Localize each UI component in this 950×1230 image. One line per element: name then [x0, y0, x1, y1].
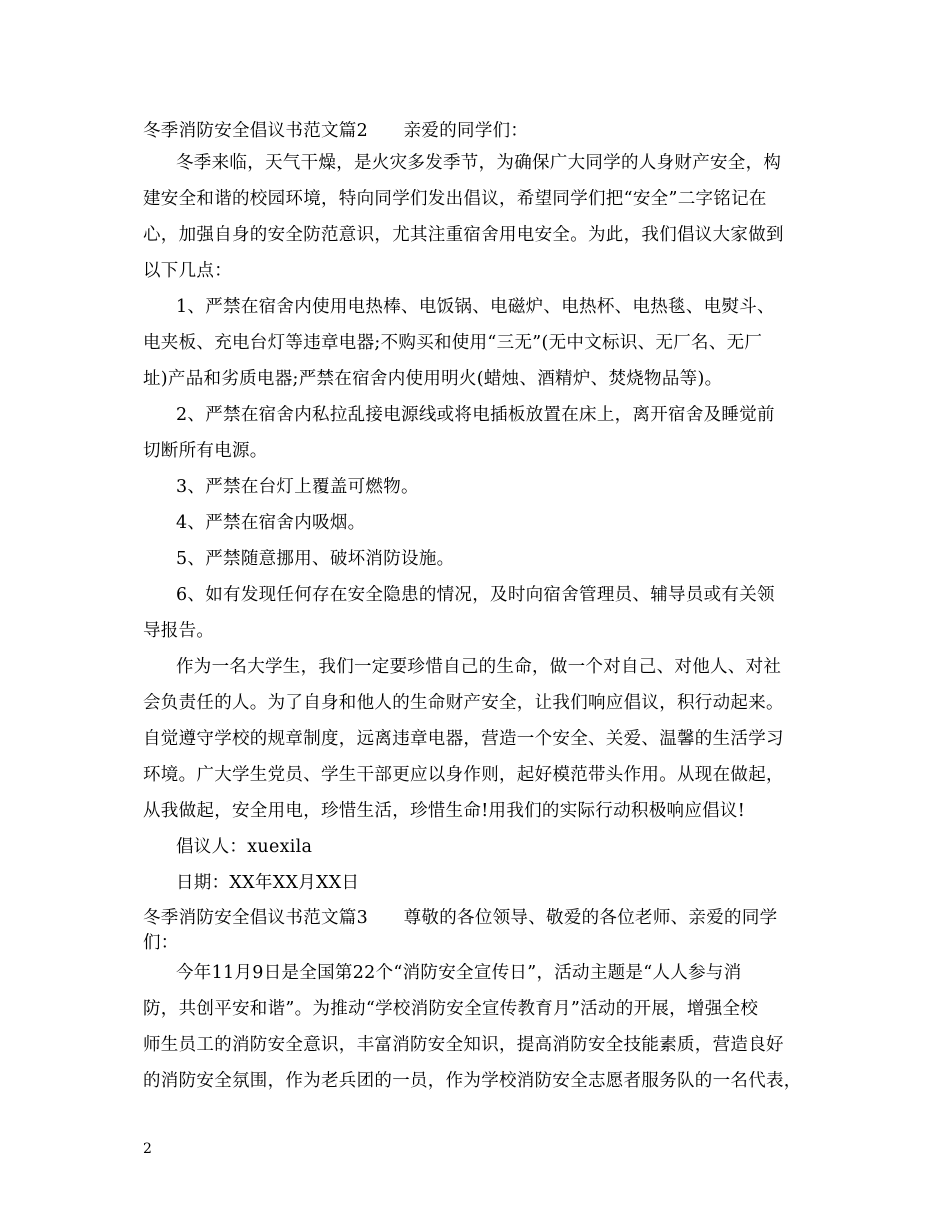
paragraph-line: 作为一名大学生，我们一定要珍惜自己的生命，做一个对自己、对他人、对社	[176, 657, 782, 677]
list-item-5: 5、严禁随意挪用、破坏消防设施。	[176, 549, 455, 569]
list-item-2: 2、严禁在宿舍内私拉乱接电源线或将电插板放置在床上，离开宿舍及睡觉前	[176, 405, 775, 425]
section-heading-3: 冬季消防安全倡议书范文篇3 尊敬的各位领导、敬爱的各位老师、亲爱的同学	[143, 908, 778, 928]
paragraph-line: 师生员工的消防安全意识，丰富消防安全知识，提高消防安全技能素质，营造良好	[143, 1035, 784, 1055]
paragraph-line: 心，加强自身的安全防范意识，尤其注重宿舍用电安全。为此，我们倡议大家做到	[143, 225, 784, 245]
list-item-3: 3、严禁在台灯上覆盖可燃物。	[176, 477, 419, 497]
list-item-4: 4、严禁在宿舍内吸烟。	[176, 513, 366, 533]
section-heading-2: 冬季消防安全倡议书范文篇2 亲爱的同学们：	[143, 121, 529, 141]
paragraph-line: 从我做起，安全用电，珍惜生活，珍惜生命!用我们的实际行动积极响应倡议!	[143, 801, 746, 821]
list-item-2-cont: 切断所有电源。	[143, 441, 268, 461]
list-item-1-cont: 电夹板、充电台灯等违章电器;不购买和使用“三无”(无中文标识、无厂名、无厂	[143, 333, 763, 353]
list-item-6: 6、如有发现任何存在安全隐患的情况，及时向宿舍管理员、辅导员或有关领	[176, 585, 775, 605]
paragraph-line: 环境。广大学生党员、学生干部更应以身作则，起好模范带头作用。从现在做起，	[143, 765, 784, 785]
signature-initiator: 倡议人：xuexila	[176, 837, 313, 857]
page-number: 2	[143, 1141, 152, 1157]
paragraph-line: 防，共创平安和谐”。为推动“学校消防安全宣传教育月”活动的开展，增强全校	[143, 999, 759, 1019]
section-heading-3-cont: 们：	[143, 933, 179, 953]
paragraph-line: 建安全和谐的校园环境，特向同学们发出倡议，希望同学们把“安全”二字铭记在	[143, 189, 767, 209]
list-item-6-cont: 导报告。	[143, 621, 215, 641]
paragraph-line: 以下几点：	[143, 261, 232, 281]
list-item-1-cont: 址)产品和劣质电器;严禁在宿舍内使用明火(蜡烛、酒精炉、焚烧物品等)。	[143, 369, 723, 389]
list-item-1: 1、严禁在宿舍内使用电热棒、电饭锅、电磁炉、电热杯、电热毯、电熨斗、	[176, 297, 775, 317]
paragraph-line: 今年11月9日是全国第22个“消防安全宣传日”，活动主题是“人人参与消	[176, 963, 742, 983]
signature-date: 日期：XX年XX月XX日	[176, 873, 360, 893]
paragraph-line: 冬季来临，天气干燥，是火灾多发季节，为确保广大同学的人身财产安全，构	[176, 153, 782, 173]
paragraph-line: 会负责任的人。为了自身和他人的生命财产安全，让我们响应倡议，积行动起来。	[143, 693, 784, 713]
paragraph-line: 自觉遵守学校的规章制度，远离违章电器，营造一个安全、关爱、温馨的生活学习	[143, 729, 784, 749]
paragraph-line: 的消防安全氛围，作为老兵团的一员，作为学校消防安全志愿者服务队的一名代表，	[143, 1071, 802, 1091]
